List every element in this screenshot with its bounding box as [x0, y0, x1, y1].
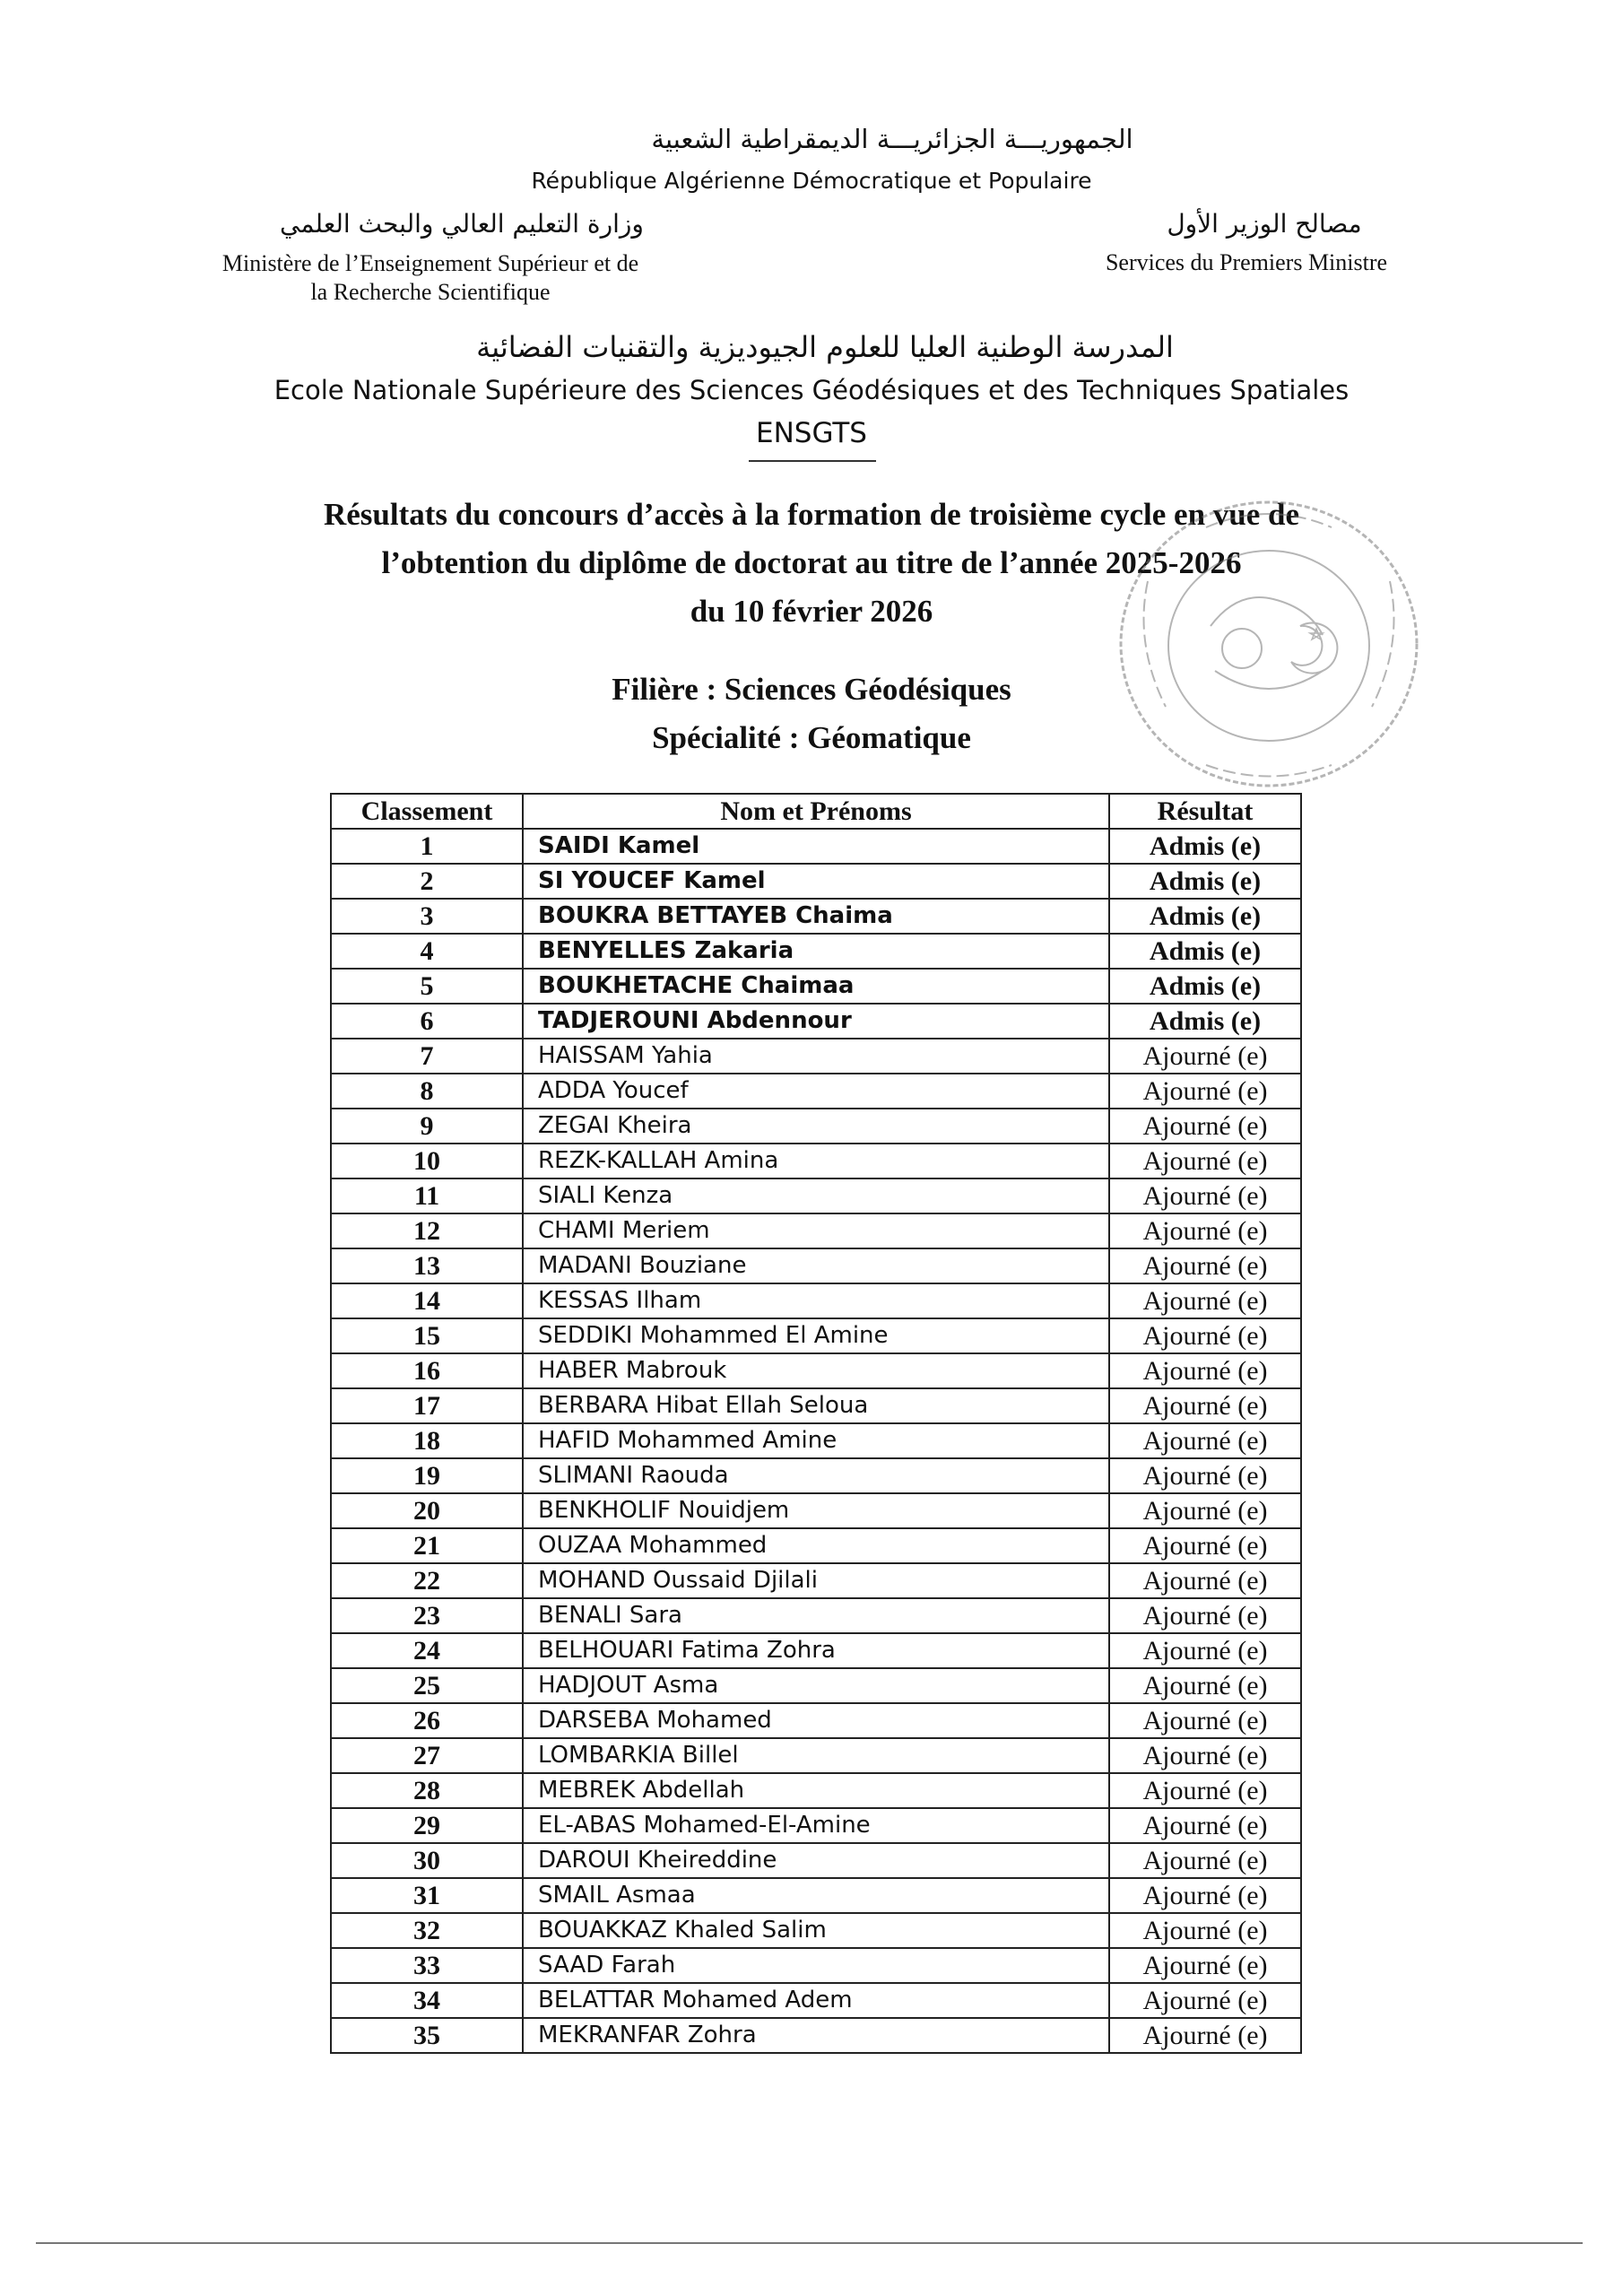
rank-cell: 1 — [331, 829, 523, 864]
table-row — [331, 1528, 1301, 1563]
result-cell: Ajourné (e) — [1109, 1074, 1301, 1109]
result-cell: Ajourné (e) — [1109, 1598, 1301, 1633]
result-cell: Ajourné (e) — [1109, 1913, 1301, 1948]
school-name-french: Ecole Nationale Supérieure des Sciences Géodésiques et des Techniques Spatiales — [273, 375, 1350, 405]
table-row — [331, 1773, 1301, 1808]
name-cell: BENKHOLIF Nouidjem — [523, 1493, 1109, 1528]
ministry-name-french — [175, 249, 686, 307]
rank-cell: 7 — [331, 1039, 523, 1074]
rank-cell: 11 — [331, 1178, 523, 1213]
name-cell: SAIDI Kamel — [523, 829, 1109, 864]
rank-cell: 3 — [331, 899, 523, 934]
table-row — [331, 1808, 1301, 1843]
table-row — [331, 1283, 1301, 1318]
name-cell: ZEGAI Kheira — [523, 1109, 1109, 1144]
result-cell: Ajourné (e) — [1109, 1773, 1301, 1808]
table-row — [331, 899, 1301, 934]
result-cell: Admis (e) — [1109, 1004, 1301, 1039]
name-cell: BENALI Sara — [523, 1598, 1109, 1633]
name-cell: DARSEBA Mohamed — [523, 1703, 1109, 1738]
rank-cell: 29 — [331, 1808, 523, 1843]
result-cell: Ajourné (e) — [1109, 1388, 1301, 1423]
table-row — [331, 1913, 1301, 1948]
result-cell: Ajourné (e) — [1109, 1144, 1301, 1178]
specialty-label: Spécialité : — [652, 720, 808, 755]
rank-cell: 20 — [331, 1493, 523, 1528]
name-cell: BELHOUARI Fatima Zohra — [523, 1633, 1109, 1668]
name-cell: SMAIL Asmaa — [523, 1878, 1109, 1913]
name-cell: TADJEROUNI Abdennour — [523, 1004, 1109, 1039]
school-name-arabic: المدرسة الوطنية العليا للعلوم الجيوديزية والتقنيات الفضائية — [476, 330, 1174, 364]
field-label: Filière : — [612, 672, 725, 707]
rank-cell: 23 — [331, 1598, 523, 1633]
rank-cell: 8 — [331, 1074, 523, 1109]
table-row — [331, 1878, 1301, 1913]
name-cell: KESSAS Ilham — [523, 1283, 1109, 1318]
rank-cell: 26 — [331, 1703, 523, 1738]
table-row — [331, 1039, 1301, 1074]
result-cell: Ajourné (e) — [1109, 1738, 1301, 1773]
rank-cell: 27 — [331, 1738, 523, 1773]
table-row — [331, 1633, 1301, 1668]
result-cell: Ajourné (e) — [1109, 2018, 1301, 2053]
table-row — [331, 1668, 1301, 1703]
name-cell: SI YOUCEF Kamel — [523, 864, 1109, 899]
rank-cell: 12 — [331, 1213, 523, 1248]
result-cell: Ajourné (e) — [1109, 1948, 1301, 1983]
name-cell: HADJOUT Asma — [523, 1668, 1109, 1703]
result-cell: Admis (e) — [1109, 934, 1301, 969]
result-cell: Ajourné (e) — [1109, 1633, 1301, 1668]
result-cell: Ajourné (e) — [1109, 1808, 1301, 1843]
result-cell: Admis (e) — [1109, 829, 1301, 864]
result-cell: Ajourné (e) — [1109, 1983, 1301, 2018]
table-row — [331, 934, 1301, 969]
rank-cell: 13 — [331, 1248, 523, 1283]
title-line-3: du 10 février 2026 — [690, 594, 933, 629]
rank-cell: 6 — [331, 1004, 523, 1039]
school-acronym: ENSGTS — [756, 417, 867, 449]
rank-cell: 16 — [331, 1353, 523, 1388]
result-cell: Ajourné (e) — [1109, 1248, 1301, 1283]
services-name-arabic: مصالح الوزير الأول — [1167, 209, 1362, 239]
rank-cell: 34 — [331, 1983, 523, 2018]
name-cell: SIALI Kenza — [523, 1178, 1109, 1213]
rank-cell: 14 — [331, 1283, 523, 1318]
rank-cell: 32 — [331, 1913, 523, 1948]
name-cell: BENYELLES Zakaria — [523, 934, 1109, 969]
ministry-name-french-line1: Ministère de l’Enseignement Supérieur et de — [221, 250, 639, 276]
table-row — [331, 829, 1301, 864]
name-cell: REZK-KALLAH Amina — [523, 1144, 1109, 1178]
results-body — [331, 829, 1301, 2053]
rank-cell: 2 — [331, 864, 523, 899]
name-cell: BERBARA Hibat Ellah Seloua — [523, 1388, 1109, 1423]
result-cell: Admis (e) — [1109, 864, 1301, 899]
ministry-name-arabic: وزارة التعليم العالي والبحث العلمي — [280, 209, 644, 239]
result-cell: Ajourné (e) — [1109, 1563, 1301, 1598]
rank-cell: 35 — [331, 2018, 523, 2053]
header-rank: Classement — [331, 794, 523, 829]
name-cell: HAFID Mohammed Amine — [523, 1423, 1109, 1458]
table-row — [331, 1074, 1301, 1109]
name-cell: MEKRANFAR Zohra — [523, 2018, 1109, 2053]
name-cell: EL-ABAS Mohamed-El-Amine — [523, 1808, 1109, 1843]
rank-cell: 30 — [331, 1843, 523, 1878]
result-cell: Ajourné (e) — [1109, 1458, 1301, 1493]
rank-cell: 10 — [331, 1144, 523, 1178]
rank-cell: 5 — [331, 969, 523, 1004]
rank-cell: 21 — [331, 1528, 523, 1563]
table-row — [331, 1598, 1301, 1633]
result-cell: Ajourné (e) — [1109, 1178, 1301, 1213]
table-row — [331, 1213, 1301, 1248]
result-cell: Ajourné (e) — [1109, 1668, 1301, 1703]
table-header-row — [331, 794, 1301, 829]
table-row — [331, 969, 1301, 1004]
table-row — [331, 1388, 1301, 1423]
rank-cell: 25 — [331, 1668, 523, 1703]
name-cell: BOUAKKAZ Khaled Salim — [523, 1913, 1109, 1948]
name-cell: DAROUI Kheireddine — [523, 1843, 1109, 1878]
rank-cell: 19 — [331, 1458, 523, 1493]
table-row — [331, 1004, 1301, 1039]
table-row — [331, 1109, 1301, 1144]
ministry-block — [175, 209, 686, 307]
services-block — [1067, 209, 1426, 276]
table-row — [331, 1318, 1301, 1353]
table-row — [331, 1248, 1301, 1283]
rank-cell: 4 — [331, 934, 523, 969]
result-cell: Ajourné (e) — [1109, 1318, 1301, 1353]
name-cell: HAISSAM Yahia — [523, 1039, 1109, 1074]
header-name: Nom et Prénoms — [523, 794, 1109, 829]
table-row — [331, 2018, 1301, 2053]
table-row — [331, 1493, 1301, 1528]
name-cell: SAAD Farah — [523, 1948, 1109, 1983]
rank-cell: 18 — [331, 1423, 523, 1458]
republic-name-arabic: الجمهوريـــة الجزائريـــة الديمقراطية الشعبية — [651, 124, 1133, 154]
header-result: Résultat — [1109, 794, 1301, 829]
footer-rule — [36, 2242, 1583, 2244]
result-cell: Ajourné (e) — [1109, 1493, 1301, 1528]
table-row — [331, 1948, 1301, 1983]
name-cell: HABER Mabrouk — [523, 1353, 1109, 1388]
rank-cell: 33 — [331, 1948, 523, 1983]
table-row — [331, 1738, 1301, 1773]
result-cell: Admis (e) — [1109, 899, 1301, 934]
table-row — [331, 1563, 1301, 1598]
name-cell: ADDA Youcef — [523, 1074, 1109, 1109]
rank-cell: 22 — [331, 1563, 523, 1598]
acronym-underline — [749, 460, 876, 462]
result-cell: Ajourné (e) — [1109, 1703, 1301, 1738]
name-cell: BOUKHETACHE Chaimaa — [523, 969, 1109, 1004]
republic-name-french: République Algérienne Démocratique et Populaire — [531, 168, 1092, 194]
name-cell: CHAMI Meriem — [523, 1213, 1109, 1248]
result-cell: Ajourné (e) — [1109, 1039, 1301, 1074]
name-cell: LOMBARKIA Billel — [523, 1738, 1109, 1773]
table-row — [331, 1423, 1301, 1458]
table-row — [331, 1178, 1301, 1213]
services-name-french: Services du Premiers Ministre — [1105, 249, 1388, 275]
result-cell: Ajourné (e) — [1109, 1353, 1301, 1388]
title-line-1: Résultats du concours d’accès à la formation de troisième cycle en vue de — [323, 497, 1300, 532]
official-stamp — [1107, 491, 1426, 796]
specialty-value: Géomatique — [807, 720, 971, 755]
name-cell: MEBREK Abdellah — [523, 1773, 1109, 1808]
field-value: Sciences Géodésiques — [724, 672, 1011, 707]
table-row — [331, 1353, 1301, 1388]
result-cell: Ajourné (e) — [1109, 1528, 1301, 1563]
name-cell: OUZAA Mohammed — [523, 1528, 1109, 1563]
result-cell: Ajourné (e) — [1109, 1109, 1301, 1144]
rank-cell: 15 — [331, 1318, 523, 1353]
table-row — [331, 1703, 1301, 1738]
table-row — [331, 1458, 1301, 1493]
rank-cell: 31 — [331, 1878, 523, 1913]
rank-cell: 9 — [331, 1109, 523, 1144]
name-cell: SLIMANI Raouda — [523, 1458, 1109, 1493]
results-table — [330, 793, 1302, 2054]
table-row — [331, 864, 1301, 899]
rank-cell: 28 — [331, 1773, 523, 1808]
title-line-2: l’obtention du diplôme de doctorat au titre de l’année 2025-2026 — [381, 545, 1242, 580]
ministry-name-french-line2: la Recherche Scientifique — [310, 279, 551, 305]
rank-cell: 17 — [331, 1388, 523, 1423]
result-cell: Ajourné (e) — [1109, 1843, 1301, 1878]
table-row — [331, 1843, 1301, 1878]
rank-cell: 24 — [331, 1633, 523, 1668]
name-cell: MADANI Bouziane — [523, 1248, 1109, 1283]
table-row — [331, 1144, 1301, 1178]
result-cell: Ajourné (e) — [1109, 1213, 1301, 1248]
name-cell: BOUKRA BETTAYEB Chaima — [523, 899, 1109, 934]
result-cell: Admis (e) — [1109, 969, 1301, 1004]
name-cell: BELATTAR Mohamed Adem — [523, 1983, 1109, 2018]
name-cell: SEDDIKI Mohammed El Amine — [523, 1318, 1109, 1353]
result-cell: Ajourné (e) — [1109, 1423, 1301, 1458]
name-cell: MOHAND Oussaid Djilali — [523, 1563, 1109, 1598]
table-row — [331, 1983, 1301, 2018]
result-cell: Ajourné (e) — [1109, 1878, 1301, 1913]
result-cell: Ajourné (e) — [1109, 1283, 1301, 1318]
